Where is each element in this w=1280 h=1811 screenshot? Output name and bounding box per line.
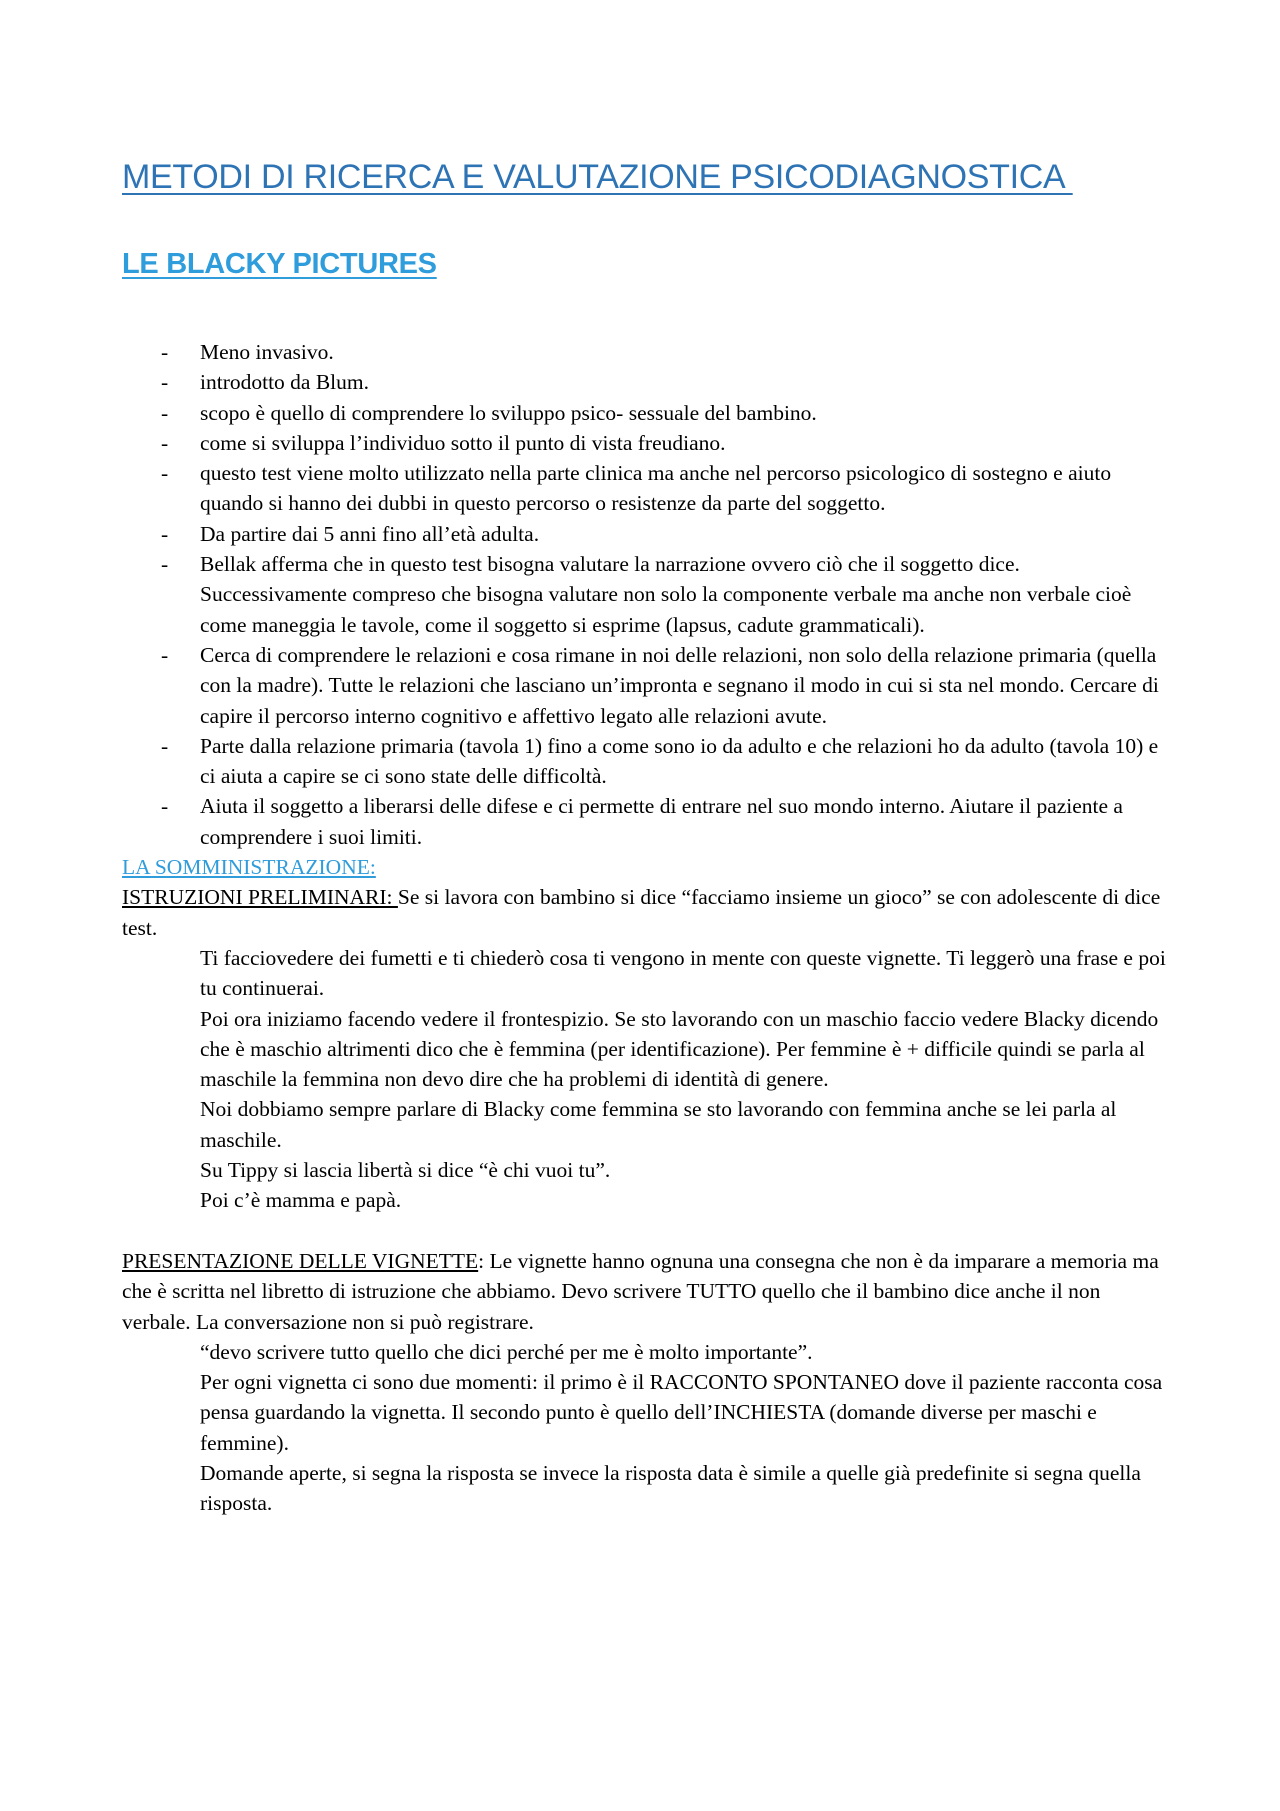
list-item-text: Bellak afferma che in questo test bisogna valutare la narrazione ovvero ciò che il soggetto dice. Successivamente compreso che bisogna valutare non solo la componente verbale ma anche non verbale cioè come maneggia le tavole, come il soggetto si esprime (lapsus, cadute grammaticali). (200, 552, 1132, 637)
list-item-text: Parte dalla relazione primaria (tavola 1) fino a come sono io da adulto e che relazioni ho da adulto (tavola 10) e ci aiuta a capire se ci sono state delle difficoltà. (200, 733, 1159, 789)
bullet-dash: - (161, 340, 169, 364)
indented-paragraph: “devo scrivere tutto quello che dici perché per me è molto importante”. (200, 1339, 813, 1364)
list-item (122, 791, 1172, 852)
indented-paragraph: Poi c’è mamma e papà. (200, 1188, 402, 1213)
indented-paragraph: Noi dobbiamo sempre parlare di Blacky come femmina se sto lavorando con femmina anche se lei parla al maschile. (200, 1097, 1117, 1152)
bullet-list (122, 337, 1172, 852)
document-title: METODI DI RICERCA E VALUTAZIONE PSICODIAGNOSTICA (122, 158, 1073, 196)
list-item (122, 398, 1172, 428)
list-item (122, 549, 1172, 640)
list-item (122, 458, 1172, 519)
istruzioni-text: Se si lavora con bambino si dice “facciamo insieme un gioco” se con adolescente di dice test. (122, 885, 1161, 940)
indented-paragraph: Poi ora iniziamo facendo vedere il frontespizio. Se sto lavorando con un maschio faccio vedere Blacky dicendo che è maschio altrimenti dico che è femmina (per identificazione). Per femmine è + difficile quindi se parla al maschile la femmina non devo dire che ha problemi di identità di genere. (200, 1006, 1159, 1092)
list-item (122, 367, 1172, 397)
list-item-text: Aiuta il soggetto a liberarsi delle difese e ci permette di entrare nel suo mondo interno. Aiutare il paziente a comprendere i suoi limiti. (200, 794, 1123, 849)
list-item-text: Meno invasivo. (200, 340, 334, 364)
list-item-text: Cerca di comprendere le relazioni e cosa rimane in noi delle relazioni, non solo della relazione primaria (quella con la madre). Tutte le relazioni che lasciano un’impronta e segnano il modo in cui si sta nel mondo. Cercare di capire il percorso interno cognitivo e affettivo legato alle relazioni avute. (200, 642, 1159, 728)
list-item (122, 428, 1172, 458)
istruzioni-label: ISTRUZIONI PRELIMINARI: (122, 885, 398, 910)
list-item-text: come si sviluppa l’individuo sotto il punto di vista freudiano. (200, 430, 726, 455)
presentazione-paragraph (122, 1246, 1172, 1337)
list-item (122, 731, 1172, 792)
document-body (122, 337, 1172, 1519)
bullet-dash: - (161, 370, 169, 395)
bullet-dash: - (161, 642, 169, 667)
bullet-dash: - (161, 794, 169, 819)
blank-line (122, 1216, 1172, 1246)
list-item-text: questo test viene molto utilizzato nella parte clinica ma anche nel percorso psicologico di sostegno e aiuto quando si hanno dei dubbi in questo percorso o resistenze da parte del soggetto. (200, 461, 1112, 516)
indented-paragraph: Su Tippy si lascia libertà si dice “è chi vuoi tu”. (200, 1158, 611, 1183)
presentazione-label: PRESENTAZIONE DELLE VIGNETTE (122, 1248, 479, 1273)
bullet-dash: - (161, 461, 169, 486)
list-item (122, 640, 1172, 731)
indented-paragraph: Ti facciovedere dei fumetti e ti chiederò cosa ti vengono in mente con queste vignette. Ti leggerò una frase e poi tu continuerai. (200, 945, 1166, 1001)
bullet-dash: - (161, 400, 169, 425)
somministrazione-heading: LA SOMMINISTRAZIONE: (122, 855, 376, 880)
indented-paragraph: Per ogni vignetta ci sono due momenti: il primo è il RACCONTO SPONTANEO dove il paziente racconta cosa pensa guardando la vignetta. Il secondo punto è quello dell’INCHIESTA (domande diverse per maschi e femmine). (200, 1370, 1163, 1455)
indented-paragraph: Domande aperte, si segna la risposta se invece la risposta data è simile a quelle già predefinite si segna quella risposta. (200, 1460, 1141, 1516)
bullet-dash: - (161, 733, 169, 758)
list-item-text: Da partire dai 5 anni fino all’età adulta. (200, 521, 540, 546)
bullet-dash: - (161, 521, 169, 546)
list-item (122, 519, 1172, 549)
istruzioni-paragraph (122, 882, 1172, 943)
list-item-text: scopo è quello di comprendere lo sviluppo psico- sessuale del bambino. (200, 400, 817, 425)
bullet-dash: - (161, 552, 169, 577)
list-item (122, 337, 1172, 367)
section-title-blacky-pictures: LE BLACKY PICTURES (122, 248, 437, 280)
presentazione-text: : Le vignette hanno ognuna una consegna che non è da imparare a memoria ma che è scritta nel libretto di istruzione che abbiamo. Devo scrivere TUTTO quello che il bambino dice anche il non verbale. La conversazione non si può registrare. (122, 1248, 1159, 1334)
list-item-text: introdotto da Blum. (200, 370, 370, 395)
bullet-dash: - (161, 430, 169, 455)
